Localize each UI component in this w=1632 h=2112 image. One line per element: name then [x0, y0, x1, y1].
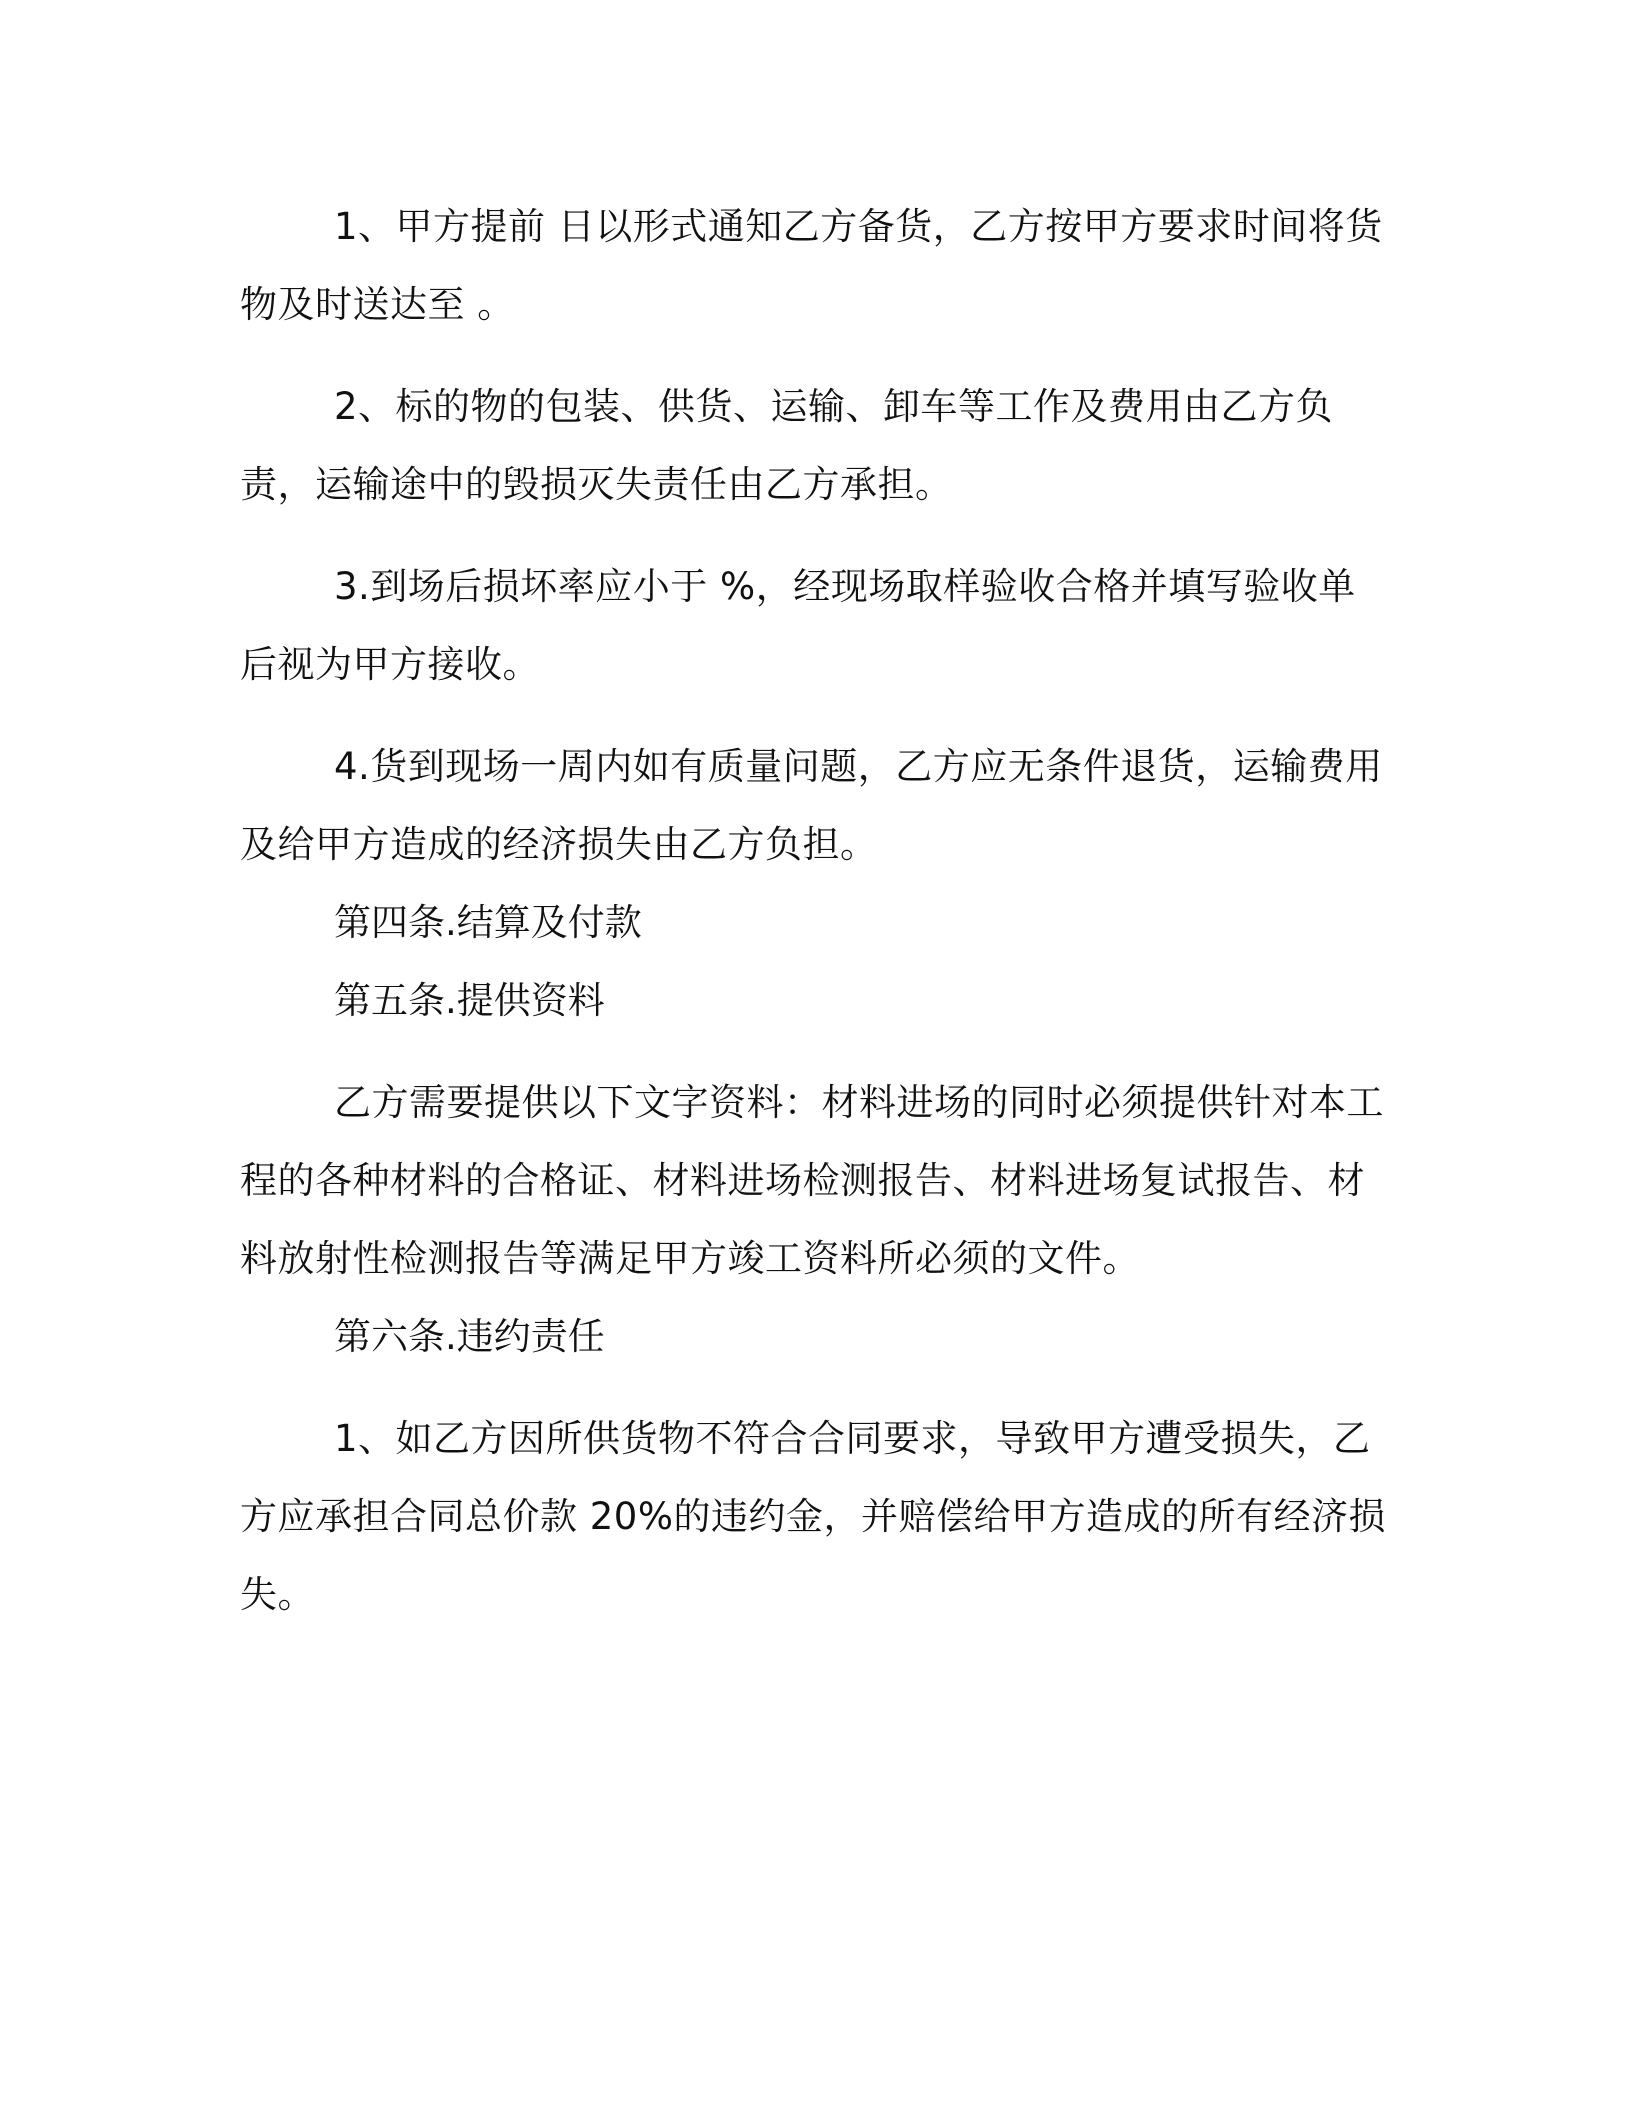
document-body: [240, 188, 1390, 1634]
clause-quality-return: 4.货到现场一周内如有质量问题，乙方应无条件退货，运输费用及给甲方造成的经济损失由乙方负担。: [240, 745, 1383, 866]
clause-documents-required: 乙方需要提供以下文字资料：材料进场的同时必须提供针对本工程的各种材料的合格证、材料进场检测报告、材料进场复试报告、材料放射性检测报告等满足甲方竣工资料所必须的文件。: [240, 1081, 1384, 1280]
clause-penalty: 1、如乙方因所供货物不符合合同要求，导致甲方遭受损失，乙方应承担合同总价款 20%的违约金，并赔偿给甲方造成的所有经济损失。: [240, 1417, 1386, 1616]
clause-damage-rate: 3.到场后损坏率应小于 %，经现场取样验收合格并填写验收单后视为甲方接收。: [240, 565, 1356, 686]
article-4-heading: 第四条.结算及付款: [334, 901, 642, 944]
clause-delivery-notice: 1、甲方提前 日以形式通知乙方备货，乙方按甲方要求时间将货物及时送达至 。: [240, 205, 1383, 326]
article-6-heading: 第六条.违约责任: [334, 1315, 605, 1358]
article-5-heading: 第五条.提供资料: [334, 979, 605, 1022]
clause-packaging-transport: 2、标的物的包装、供货、运输、卸车等工作及费用由乙方负责，运输途中的毁损灭失责任由乙方承担。: [240, 385, 1334, 506]
